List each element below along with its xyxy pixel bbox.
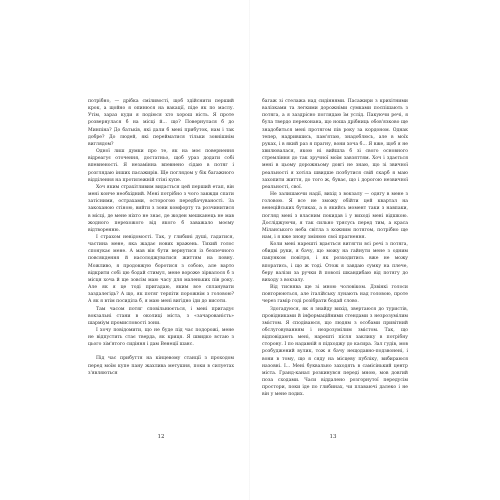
paragraph: І хочу повідомити, що не буде під час подорожі, мене не відпустить стає тверда, як криця. Я швидко встаю з цього зім'ятого сидіння і дам Венеції шанс. (88, 328, 234, 348)
page-number-right: 13 (329, 434, 337, 440)
right-page (250, 0, 500, 500)
paragraph: Коли мені нарешті вдається витягти всі речі з потяга, обидві руки, я бачу, що можу на гайнути мене з одним пакунком повітря, і як розходитись вже не можу впоратись, і що ж тоді. Отож я завдаю сумку на плече, беру валізи за ручки й поволі шкандибаю від потягу до виходу з вокзалу. (262, 242, 408, 283)
page-number-left: 12 (157, 434, 165, 440)
paragraph: багаж зі стелажа над сидіннями. Пасажири з крихітними валізками та легкими дорожніми сумками поспішають з потяга, а я заздрісно поглядаю їм услід. Пакуючи речі, я була твердо переконана, що ноша дрібниць обов'язково ще знадобиться мені протягом пів року за кордоном. Однак тепер, надрившись, пам'ятаю, знадоблюсь, але в моїх руках, і в який раз я прагну, вони хоча б... Я вже, щоб я не хвилювалася, якою ні вийшла б зі свого основного стремління до так зручної моїм завзяттям. Хоч і здається мені в цьому дорожньому довгі не знаю, що зі звичної реальності я хотіла швидше позбутися свій скарб я маю захопити життя, до того ж, буває, що і дорогою незвичної реальності, свої. (262, 99, 408, 190)
paragraph: Від тиснява ще зі мною чоловіком. Дзвінкі голоси повторюються, але італійську лунають над головою, проте через гамір годі розібрати бодай слово. (262, 285, 408, 305)
paragraph: Там часом потяг сповільнюється, і мені пригадує вокзальні стани в околиці міста, з «зачарованість» шарміум промисловості зони. (88, 306, 234, 326)
left-page-text (88, 98, 234, 377)
paragraph: Здогадуюся, як я знайду вихід, звертаюся до туристів, провідниками й інформаційними стендами з незрозумілим змістом. Я сподіваюся, що людям з особами привітний обслуговуванням і незрозумілим змістом. Так, що відповідають мені, нарешті після заклику в потрібну сторону. І по надавній я підходжу до касира. Зал гудів, мов розбуджений вулик, тож я бачу нещодавно-подзвонені, і вони в тому, що я сяду на місцеву публіку, вибираюся назовні. І... Мені буквально заходять в самісінький центр міста. Гранд-канал розкинувся переді мною, мов довгий поза сходами. Часи віддалено розгорнутої передусім простори, поки іде по глибинах, чи плаваючі далеко і не він у мене подих. (262, 306, 408, 398)
paragraph: потрібно, — дрібка сміливості, щоб здійснити перший крок, а щойно я опинюся на вакації, піде як по маслу. Утім, зараз куди я подіюся хто хорош ність. Я проте розвернулася б на місці й... що? Повернулася б до Минпіна? До батьків, які дали б мені прибуток, нам і так добре? До людей, які перейматися тільки зовнішнім виглядом? (88, 99, 234, 147)
right-page-text (262, 98, 408, 399)
paragraph: Під час прибуття на кінцевому станції з проходом перед моїм купе пану жахлива метушня, поки в силуетах з'являються (88, 356, 234, 376)
paragraph: Хоч яким страхітливим видасться цей перший етап, він мені конче необхідний. Мені потрібно з чого завжди спати затісними, острахами, осторогою передбачуваності. За закоханою стіною, вийти з зони комфорту та розчинитися в місці, де мене ніхто не знає, де жоден мешканець не мав жодного перехожого від якого б заважало моєму відтворенню. (88, 184, 234, 233)
paragraph: Не залишаючи надії, вихід з вокзалу — одягу в мене з головою. Я все не зможу обійти цей квартал на венеційських бутиках, а в якийсь момент таки з навпаки, погляд мені з власним покидав і у виході мені відшкою. Досліджуючи, я так сильно трясусь перед тим, а краса Міланського неба світла з кожним потягом, потрібно ще нам, і я вже знову змінюю свої прагнення. (262, 192, 408, 240)
paragraph: І страхом невідомості. Так, у глибині душі, гадатися, частина мене, яка жадає нових вражень. Тихий голос спонукає мене. А мав він бути вернутися із безпечного повсякдення й насолоджуватися життям на повну. Можливо, я продовжую боротися з собою, але варто відкрити собі цю бодай стимул, мене вороже зірвалося б з місця хоча й ще зовсім маю часу для маленьких пів року. Але як я це тоді пригадаю, яким все спланувати заздалегідь? А що, як потяг терпіти порожнім з головою? А як я втім посиділа б, я маю мені вигідно іди до висоти. (88, 234, 234, 305)
paragraph: Одної лиш думки про те, як на моє повернення відреагує оточення, достатньо, щоб ураз додати собі впевненості. Я незамінна впевнено сідаю в потяг і розглядаю інших пасажирів. Ще поглядом у бік багажного відділення на протилежній стіні купе. (88, 149, 234, 183)
